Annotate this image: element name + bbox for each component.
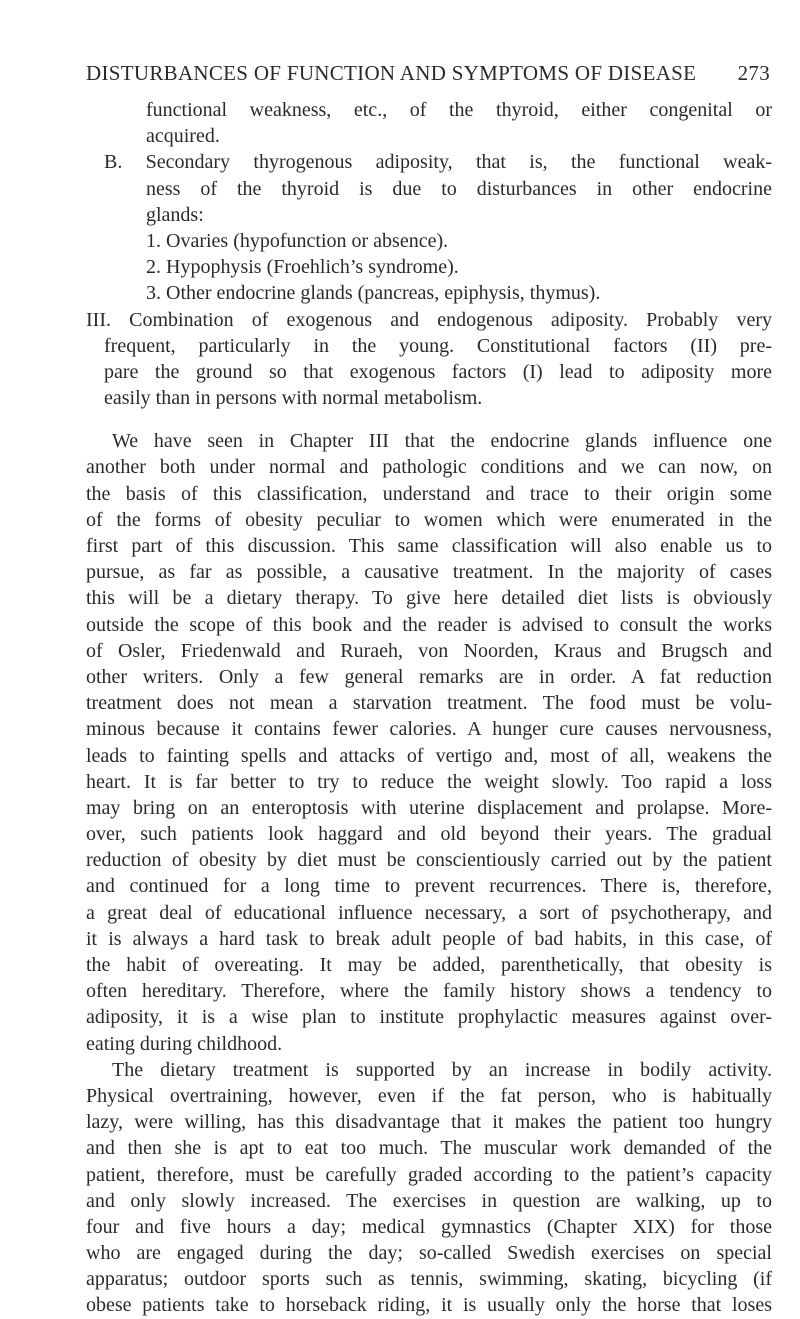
text-line: ness of the thyroid is due to disturbances in other endocrine <box>146 177 772 200</box>
text-line: reduction of obesity by diet must be conscientiously carried out by the patient <box>86 849 772 872</box>
text-line: minous because it contains fewer calories. A hunger cure causes nervousness, <box>86 718 772 741</box>
text-line: apparatus; outdoor sports such as tennis, swimming, skating, bicycling (if <box>86 1268 772 1291</box>
paragraph-first-line: We have seen in Chapter III that the endocrine glands influence one <box>112 430 772 453</box>
text-line: and then she is apt to eat too much. The muscular work demanded of the <box>86 1137 772 1160</box>
text-line: a great deal of educational influence necessary, a sort of psychotherapy, and <box>86 901 772 924</box>
text-line: functional weakness, etc., of the thyroid, either congenital or <box>146 99 772 121</box>
text-line: it is always a hard task to break adult people of bad habits, in this case, of <box>86 927 772 950</box>
text-line: Physical overtraining, however, even if the fat person, who is habitually <box>86 1084 772 1107</box>
text-line: obese patients take to horseback riding, it is usually only the horse that loses <box>86 1294 772 1317</box>
text-line: and continued for a long time to prevent recurrences. There is, therefore, <box>86 875 772 898</box>
text-line: and only slowly increased. The exercises in question are walking, up to <box>86 1189 772 1212</box>
body-text <box>86 97 772 1319</box>
text-line: leads to fainting spells and attacks of vertigo and, most of all, weakens the <box>86 744 772 767</box>
text-line: frequent, particularly in the young. Constitutional factors (II) pre- <box>104 334 772 357</box>
text-line: first part of this discussion. This same classification will also enable us to <box>86 535 772 557</box>
paragraph-first-line: The dietary treatment is supported by an increase in bodily activity. <box>112 1058 772 1081</box>
text-line: often hereditary. Therefore, where the family history shows a tendency to <box>86 980 772 1003</box>
text-line: this will be a dietary therapy. To give here detailed diet lists is obviously <box>86 587 772 610</box>
list-item: 2. Hypophysis (Froehlich’s syndrome). <box>146 256 459 279</box>
text-line: easily than in persons with normal metabolism. <box>104 387 483 410</box>
text-line: the basis of this classification, understand and trace to their origin some <box>86 482 772 505</box>
text-line: treatment does not mean a starvation treatment. The food must be volu- <box>86 692 772 715</box>
list-item: 1. Ovaries (hypofunction or absence). <box>146 229 449 252</box>
text-line: adiposity, it is a wise plan to institute prophylactic measures against over- <box>86 1006 772 1029</box>
running-head-title: DISTURBANCES OF FUNCTION AND SYMPTOMS OF DISEASE <box>86 61 697 85</box>
text-line: may bring on an enteroptosis with uterine displacement and prolapse. More- <box>86 796 772 819</box>
list-item: 3. Other endocrine glands (pancreas, epiphysis, thymus). <box>146 282 601 305</box>
text-line: of Osler, Friedenwald and Ruraeh, von Noorden, Kraus and Brugsch and <box>86 639 772 662</box>
text-line: over, such patients look haggard and old beyond their years. The gradual <box>86 823 772 846</box>
text-line: III. Combination of exogenous and endogenous adiposity. Probably very <box>86 308 772 331</box>
running-head <box>86 58 770 88</box>
text-line: four and five hours a day; medical gymnastics (Chapter XIX) for those <box>86 1215 772 1238</box>
text-line: lazy, were willing, has this disadvantage that it makes the patient too hungry <box>86 1111 772 1134</box>
text-line: heart. It is far better to try to reduce the weight slowly. Too rapid a loss <box>86 770 772 793</box>
page-number: 273 <box>737 61 770 85</box>
text-line: patient, therefore, must be carefully graded according to the patient’s capacity <box>86 1163 772 1186</box>
text-line: B. Secondary thyrogenous adiposity, that is, the functional weak- <box>104 151 772 174</box>
paragraph-last-line: eating during childhood. <box>86 1032 283 1055</box>
text-line: pare the ground so that exogenous factors (I) lead to adiposity more <box>104 360 772 383</box>
text-line: of the forms of obesity peculiar to women which were enumerated in the <box>86 508 772 531</box>
text-line: pursue, as far as possible, a causative treatment. In the majority of cases <box>86 561 772 584</box>
text-line: glands: <box>146 203 204 226</box>
text-line: other writers. Only a few general remarks are in order. A fat reduction <box>86 665 772 688</box>
text-line: acquired. <box>146 125 220 148</box>
text-line: another both under normal and pathologic conditions and we can now, on <box>86 456 772 479</box>
text-line: who are engaged during the day; so-called Swedish exercises on special <box>86 1242 772 1265</box>
text-line: outside the scope of this book and the reader is advised to consult the works <box>86 613 772 636</box>
text-line: the habit of overeating. It may be added, parenthetically, that obesity is <box>86 954 772 976</box>
